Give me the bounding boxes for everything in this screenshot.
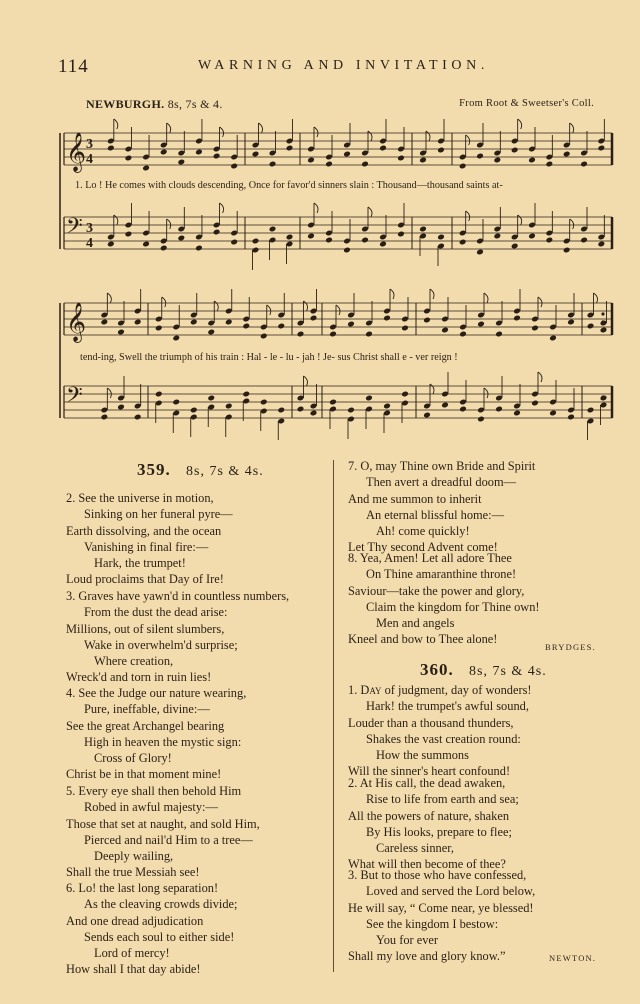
note-head (277, 407, 285, 414)
note-head (441, 327, 449, 334)
stanza-line: Will the sinner's heart confound! (348, 764, 511, 779)
note-head (343, 151, 351, 158)
treble-clef-icon: 𝄞 (66, 302, 87, 342)
note-head (459, 239, 467, 246)
note-head (495, 331, 503, 338)
note-head (580, 237, 588, 244)
note-flag (594, 293, 598, 303)
stanza-line: Loud proclaims that Day of Ire! (66, 572, 224, 587)
bass-clef-icon: 𝄢 (66, 214, 83, 244)
stanza-line: What will then become of thee? (348, 857, 506, 872)
note-head (361, 161, 369, 168)
note-head (598, 145, 606, 152)
note-head (190, 407, 198, 414)
note-head (297, 331, 305, 338)
note-head (297, 406, 305, 413)
tune-meter: 8s, 7s & 4. (167, 97, 223, 111)
note-flag (114, 215, 118, 225)
hymn-360-meter: 8s, 7s & 4s. (469, 664, 547, 679)
note-head (598, 241, 606, 248)
note-head (513, 410, 521, 417)
note-head (190, 319, 198, 326)
stanza-line: Kneel and bow to Thee alone! (348, 632, 498, 647)
note-flag (259, 123, 263, 133)
stanza-line: Vanishing in final fire:— (84, 539, 209, 554)
time-signature-top: 3 (86, 137, 93, 152)
note-head (172, 399, 180, 406)
stanza (348, 550, 540, 648)
note-head (563, 247, 571, 254)
note-head (379, 241, 387, 248)
note-head (347, 321, 355, 328)
note-head (397, 155, 405, 162)
note-head (361, 237, 369, 244)
stanza-line: 6. Lo! the last long separation! (66, 881, 219, 895)
note-head (476, 249, 484, 256)
stanza-line: Christ be in that moment mine! (66, 767, 222, 782)
note-flag (220, 203, 224, 213)
time-signature-bottom: 4 (86, 152, 93, 167)
stanza-line: 3. Graves have yawn'd in countless numbers, (66, 589, 290, 603)
hymn-360-number: 360. (420, 660, 454, 679)
note-head (260, 333, 268, 340)
note-head (277, 323, 285, 330)
stanza-line: 8. Yea, Amen! Let all adore Thee (348, 551, 512, 565)
note-head (101, 319, 109, 326)
stanza-line: Deeply wailing, (94, 849, 174, 864)
note-head (567, 414, 575, 421)
stanza-line: Claim the kingdom for Thine own! (366, 599, 540, 614)
note-head (155, 325, 163, 332)
stanza-line: You for ever (376, 933, 439, 948)
repeat-dot (601, 403, 604, 406)
note-head (441, 402, 449, 409)
note-head (476, 153, 484, 160)
stanza-line: Wake in overwhelm'd surprise; (84, 637, 238, 652)
stanza-line: See the kingdom I bestow: (366, 916, 499, 931)
hymn-360-heading (420, 660, 547, 680)
note-head (546, 237, 554, 244)
page-number: 114 (58, 56, 89, 77)
stanza-line: Loved and served the Lord below, (366, 884, 536, 899)
note-flag (538, 372, 542, 382)
note-head (495, 406, 503, 413)
hymn-359-author: BRYDGES. (545, 642, 596, 652)
stanza-line: Rise to life from earth and sea; (366, 792, 519, 807)
note-head (207, 329, 215, 336)
time-signature-bottom: 4 (86, 236, 93, 251)
stanza-line: 4. See the Judge our nature wearing, (66, 686, 247, 700)
treble-clef-icon: 𝄞 (66, 132, 87, 172)
note-head (513, 315, 521, 322)
time-signature-top: 3 (86, 221, 93, 236)
bass-clef-icon: 𝄢 (66, 383, 83, 413)
note-flag (430, 289, 434, 299)
stanza-line: Sends each soul to either side! (84, 929, 235, 944)
note-head (230, 163, 238, 170)
note-head (195, 149, 203, 156)
note-flag (368, 207, 372, 217)
stanza-line: Sinking on her funeral pyre— (84, 507, 233, 522)
note-head (365, 331, 373, 338)
note-head (397, 231, 405, 238)
note-flag (107, 293, 111, 303)
note-head (329, 399, 337, 406)
stanza-line: Ah! come quickly! (376, 524, 470, 539)
note-flag (336, 305, 340, 315)
note-flag (538, 297, 542, 307)
music-score (0, 0, 640, 440)
note-head (142, 165, 150, 172)
note-flag (304, 301, 308, 311)
note-head (269, 161, 277, 168)
note-head (252, 151, 260, 158)
stanza-line: Where creation, (94, 654, 174, 669)
note-head (580, 161, 588, 168)
note-head (160, 245, 168, 252)
stanza-line: Saviour—take the power and glory, (348, 583, 525, 598)
note-head (225, 403, 233, 410)
note-head (477, 416, 485, 423)
stanza-line: And one dread adjudication (66, 913, 204, 928)
stanza-line: And me summon to inherit (348, 491, 482, 506)
stanza (66, 880, 237, 978)
note-head (310, 410, 318, 417)
lyric-line-2: tend-ing, Swell the triumph of his train : Hal - le - lu - jah ! Je- sus Christ shall e - ver reign ! (80, 352, 458, 363)
stanza-line: Men and angels (376, 616, 455, 631)
stanza (66, 588, 289, 686)
stanza-line: Hark! the trumpet's awful sound, (366, 699, 529, 714)
note-head (269, 226, 277, 233)
stanza-line: 7. O, may Thine own Bride and Spirit (348, 459, 536, 473)
note-head (107, 241, 115, 248)
note-head (528, 157, 536, 164)
note-head (213, 229, 221, 236)
note-head (383, 403, 391, 410)
note-flag (314, 203, 318, 213)
note-head (260, 399, 268, 406)
stanza (348, 682, 532, 780)
note-flag (484, 388, 488, 398)
stanza-line: How shall I that day abide! (66, 962, 201, 977)
note-head (459, 406, 467, 413)
note-flag (570, 123, 574, 133)
note-head (587, 323, 595, 330)
tune-source: From Root & Sweetser's Coll. (459, 98, 594, 109)
note-head (310, 315, 318, 322)
stanza-line: Those that set at naught, and sold Him, (66, 816, 260, 831)
note-head (494, 157, 502, 164)
note-head (160, 149, 168, 156)
note-head (437, 147, 445, 154)
stanza-line: How the summons (376, 748, 469, 763)
note-head (365, 395, 373, 402)
column-divider (333, 460, 334, 972)
note-head (511, 243, 519, 250)
note-head (242, 391, 250, 398)
note-head (134, 414, 142, 421)
note-flag (570, 219, 574, 229)
stanza-line: As the cleaving crowds divide; (84, 897, 238, 912)
running-title: WARNING AND INVITATION. (198, 58, 489, 73)
note-head (549, 410, 557, 417)
note-head (177, 159, 185, 166)
note-flag (430, 384, 434, 394)
note-head (195, 245, 203, 252)
note-flag (167, 123, 171, 133)
stanza-line: Pure, ineffable, divine:— (84, 702, 210, 717)
note-head (437, 234, 445, 241)
note-head (459, 331, 467, 338)
note-head (230, 239, 238, 246)
stanza (348, 867, 535, 965)
note-head (401, 391, 409, 398)
stanza-line: From the dust the dead arise: (84, 605, 228, 620)
stanza-line: High in heaven the mystic sign: (84, 734, 242, 749)
note-flag (484, 293, 488, 303)
note-head (101, 414, 109, 421)
stanza-line: He will say, “ Come near, ye blessed! (348, 900, 534, 915)
note-head (401, 325, 409, 332)
note-head (307, 157, 315, 164)
note-head (531, 400, 539, 407)
note-head (383, 315, 391, 322)
note-head (242, 323, 250, 330)
stanza-line: Pierced and nail'd Him to a tree— (84, 832, 253, 847)
note-head (459, 163, 467, 170)
stanza-line: All the powers of nature, shaken (348, 808, 510, 823)
stanza-line: Louder than a thousand thunders, (348, 715, 514, 730)
stanza-line: See the great Archangel bearing (66, 718, 225, 733)
note-flag (214, 301, 218, 311)
stanza-line: 2. At His call, the dead awaken, (348, 776, 506, 790)
stanza (348, 458, 535, 556)
hymn-359-heading (137, 460, 264, 480)
stanza-first-word: 1. Day (348, 683, 382, 697)
note-flag (314, 127, 318, 137)
note-head (142, 241, 150, 248)
stanza-line: On Thine amaranthine throne! (366, 567, 517, 582)
stanza-line: Cross of Glory! (94, 751, 172, 766)
note-flag (466, 211, 470, 221)
note-flag (368, 131, 372, 141)
note-head (549, 335, 557, 342)
stanza-line: Wreck'd and torn in ruin lies! (66, 670, 212, 685)
note-flag (162, 297, 166, 307)
note-head (155, 391, 163, 398)
note-flag (220, 127, 224, 137)
stanza-line: By His looks, prepare to flee; (366, 824, 512, 839)
note-flag (114, 119, 118, 129)
note-head (286, 234, 294, 241)
hymn-359-number: 359. (137, 460, 171, 479)
tune-title: NEWBURGH. (86, 97, 165, 111)
note-head (379, 145, 387, 152)
note-head (107, 145, 115, 152)
note-flag (304, 376, 308, 386)
stanza-line: 3. But to those who have confessed, (348, 868, 527, 882)
note-head (494, 233, 502, 240)
note-head (511, 147, 519, 154)
note-head (172, 335, 180, 342)
stanza-line: Shakes the vast creation round: (366, 731, 521, 746)
note-flag (167, 219, 171, 229)
stanza-line: Shall my love and glory know.” (348, 949, 506, 964)
note-head (347, 407, 355, 414)
note-head (419, 226, 427, 233)
stanza-line: Then avert a dreadful doom— (366, 475, 517, 490)
stanza-line: 5. Every eye shall then behold Him (66, 784, 242, 798)
note-head (567, 319, 575, 326)
note-head (528, 233, 536, 240)
note-head (423, 412, 431, 419)
note-head (423, 317, 431, 324)
note-flag (518, 119, 522, 129)
note-head (134, 319, 142, 326)
stanza-line-text: of judgment, day of wonders! (381, 683, 532, 697)
stanza-line: Let Thy second Advent come! (348, 540, 498, 555)
note-head (325, 237, 333, 244)
note-flag (267, 305, 271, 315)
note-head (286, 145, 294, 152)
stanza-line: 2. See the universe in motion, (66, 491, 214, 505)
stanza-line: Lord of mercy! (94, 946, 170, 961)
note-head (125, 231, 133, 238)
note-head (343, 247, 351, 254)
repeat-dot (601, 395, 604, 398)
note-head (546, 161, 554, 168)
note-head (117, 404, 125, 411)
note-flag (426, 131, 430, 141)
stanza-line: An eternal blissful home:— (366, 507, 504, 522)
note-head (252, 238, 260, 245)
repeat-dot (601, 320, 604, 323)
note-head (531, 325, 539, 332)
note-head (207, 395, 215, 402)
repeat-dot (601, 312, 604, 315)
note-flag (466, 135, 470, 145)
note-head (329, 331, 337, 338)
stanza-line: Earth dissolving, and the ocean (66, 523, 222, 538)
stanza-line (348, 682, 532, 698)
note-head (477, 321, 485, 328)
note-flag (518, 215, 522, 225)
note-head (419, 157, 427, 164)
note-flag (107, 388, 111, 398)
stanza-line: Millions, out of silent slumbers, (66, 621, 225, 636)
note-head (587, 407, 595, 414)
stanza-line: Shall the true Messiah see! (66, 865, 200, 880)
stanza (66, 783, 260, 881)
lyric-line-1: 1. Lo ! He comes with clouds descending, Once for favor'd sinners slain : Thousand—thousand saints at- (75, 180, 503, 191)
note-head (563, 151, 571, 158)
hymn-360-author: NEWTON. (549, 953, 597, 963)
stanza-line: Careless sinner, (376, 841, 454, 856)
stanza (348, 775, 519, 873)
note-head (177, 235, 185, 242)
note-flag (390, 289, 394, 299)
note-head (307, 233, 315, 240)
note-head (213, 153, 221, 160)
note-head (117, 329, 125, 336)
note-head (325, 161, 333, 168)
note-head (600, 327, 608, 334)
stanza-line: Robed in awful majesty:— (84, 800, 218, 815)
hymn-359-meter: 8s, 7s & 4s. (186, 464, 264, 479)
note-head (125, 155, 133, 162)
note-head (225, 319, 233, 326)
stanza-line: Hark, the trumpet! (94, 556, 186, 571)
stanza (66, 490, 233, 588)
stanza (66, 685, 246, 783)
